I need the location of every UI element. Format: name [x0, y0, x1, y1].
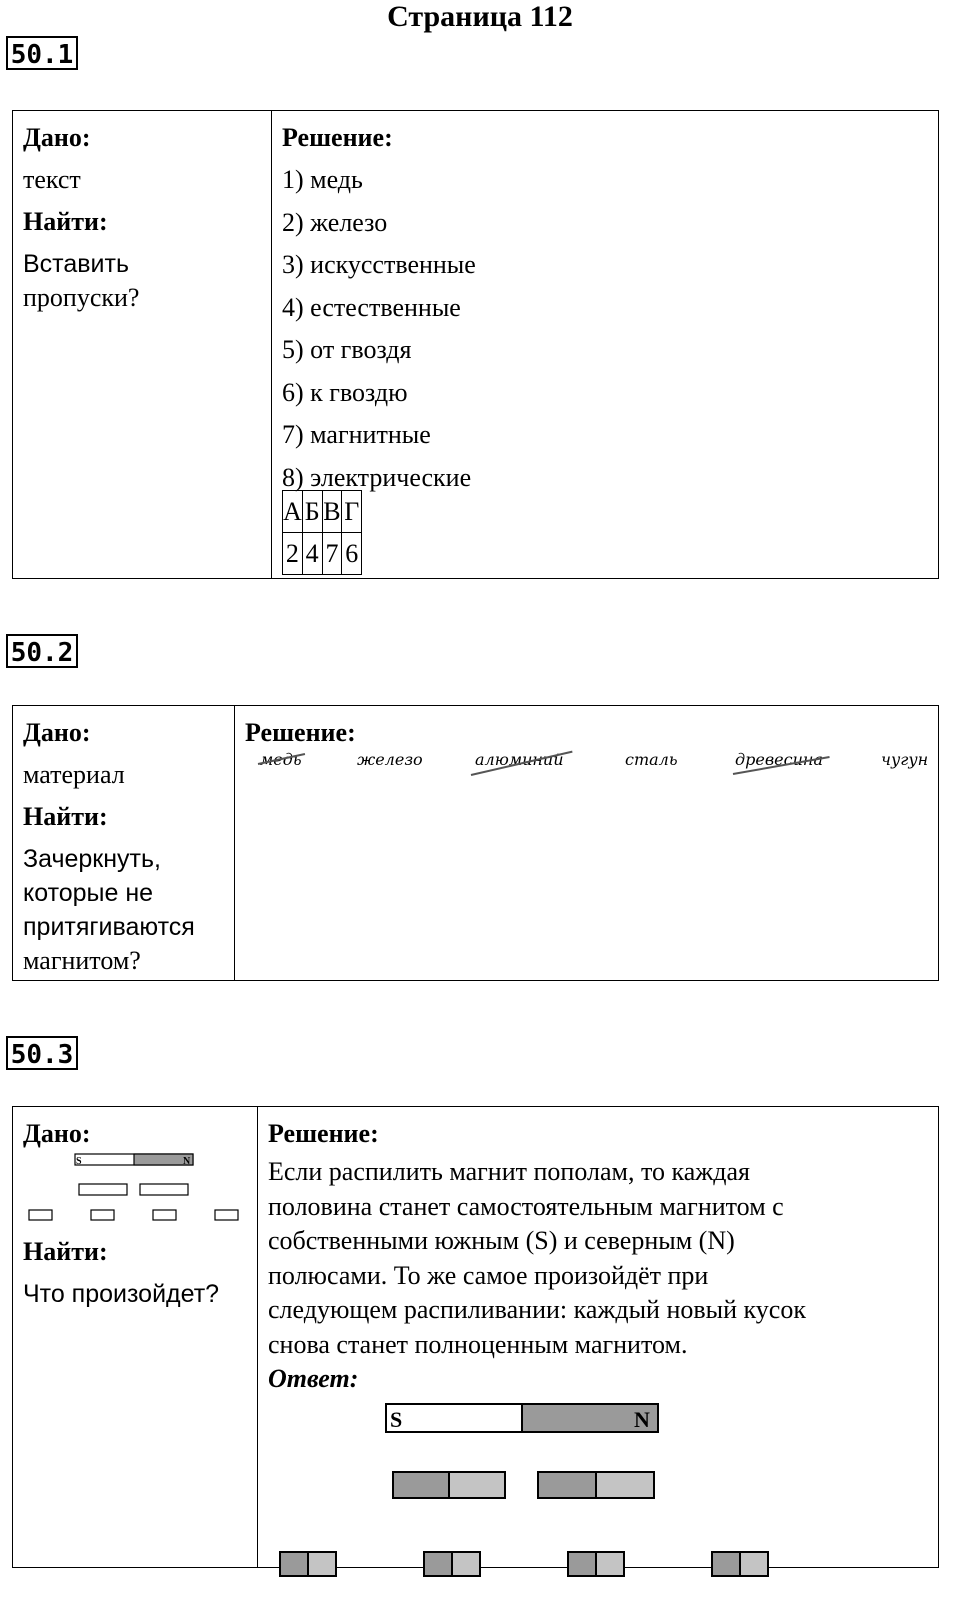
quarter-magnet [215, 1210, 238, 1220]
quarter-magnet-s [568, 1552, 596, 1576]
quarter-magnet [153, 1210, 176, 1220]
solution-line: собственными южным (S) и северным (N) [268, 1226, 735, 1255]
find-line: которые не [23, 879, 154, 907]
solution-column [235, 706, 938, 980]
answer-magnet-diagram [258, 1397, 818, 1587]
find-value-line-2: пропуски? [23, 283, 140, 312]
solution-label: Решение: [282, 123, 393, 152]
solution-item: 7) магнитные [282, 420, 431, 449]
answer-table-cell: 6 [342, 533, 362, 575]
given-column [13, 111, 272, 578]
answer-table-header: Г [342, 491, 362, 533]
solution-item: 8) электрические [282, 462, 472, 492]
answer-table-cell: 4 [302, 533, 322, 575]
answer-table-value-row [283, 533, 362, 575]
answer-pole-n-label: N [634, 1407, 650, 1432]
answer-table-cell: 7 [322, 533, 342, 575]
answer-table-header: А [283, 491, 303, 533]
answer-pole-s-label: S [390, 1407, 403, 1432]
answer-table-header-row [283, 491, 362, 533]
answer-table-header: Б [302, 491, 322, 533]
quarter-magnet [91, 1210, 114, 1220]
answer-table [282, 490, 362, 575]
find-label: Найти: [23, 1237, 108, 1266]
solution-column [258, 1107, 938, 1567]
half-magnet-n [596, 1472, 654, 1498]
material-iron: железо [357, 750, 423, 769]
half-magnet [140, 1184, 188, 1195]
solution-item: 3) искусственные [282, 250, 476, 279]
answer-label: Ответ: [268, 1364, 359, 1393]
given-label: Дано: [23, 123, 91, 152]
quarter-magnet-n [740, 1552, 768, 1576]
find-value: Что произойдет? [23, 1280, 220, 1308]
task-number-50-1: 50.1 [6, 36, 78, 70]
material-steel: сталь [625, 750, 678, 769]
given-column [13, 1107, 258, 1567]
quarter-magnet-s [280, 1552, 308, 1576]
given-label: Дано: [23, 718, 91, 747]
find-label: Найти: [23, 207, 108, 236]
task-50-1-box [12, 110, 939, 579]
find-value-line-1: Вставить [23, 250, 129, 278]
task-number-50-2: 50.2 [6, 634, 78, 668]
solution-item: 2) железо [282, 207, 388, 237]
find-line: магнитом? [23, 946, 141, 975]
quarter-magnet-n [308, 1552, 336, 1576]
material-wood: древесина [735, 750, 823, 769]
quarter-magnet-s [424, 1552, 452, 1576]
material-aluminium: алюминий [475, 750, 564, 769]
find-line: Зачеркнуть, [23, 845, 161, 873]
pole-n-label: N [183, 1156, 191, 1167]
half-magnet-s [393, 1472, 449, 1498]
solution-label: Решение: [245, 718, 356, 747]
page-title: Страница 112 [387, 0, 573, 33]
solution-item: 5) от гвоздя [282, 335, 412, 364]
given-label: Дано: [23, 1119, 91, 1148]
solution-line: снова станет полноценным магнитом. [268, 1329, 688, 1359]
half-magnet-s [538, 1472, 596, 1498]
half-magnet-n [449, 1472, 505, 1498]
quarter-magnet-s [712, 1552, 740, 1576]
solution-item: 4) естественные [282, 292, 461, 322]
half-magnet [79, 1184, 127, 1195]
find-label: Найти: [23, 802, 108, 831]
solution-column [272, 111, 938, 578]
solution-line: полюсами. То же самое произойдёт при [268, 1260, 709, 1290]
quarter-magnet-n [596, 1552, 624, 1576]
find-line: притягиваются [23, 913, 195, 941]
solution-line: Если распилить магнит пополам, то каждая [268, 1157, 750, 1186]
solution-item: 1) медь [282, 165, 363, 194]
quarter-magnet [29, 1210, 52, 1220]
given-value: материал [23, 760, 125, 789]
task-50-3-box [12, 1106, 939, 1568]
solution-item: 6) к гвоздю [282, 377, 408, 407]
answer-table-cell: 2 [283, 533, 303, 575]
task-50-2-box [12, 705, 939, 981]
given-column [13, 706, 235, 980]
material-cast-iron: чугун [881, 750, 929, 769]
answer-table-header: В [322, 491, 342, 533]
given-magnet-diagram [13, 1149, 243, 1229]
quarter-magnet-n [452, 1552, 480, 1576]
given-value: текст [23, 165, 81, 194]
solution-line: половина станет самостоятельным магнитом с [268, 1191, 784, 1221]
material-copper: медь [260, 750, 302, 769]
solution-label: Решение: [268, 1119, 379, 1148]
solution-line: следующем распиливании: каждый новый кусок [268, 1295, 806, 1324]
pole-s-label: S [76, 1156, 82, 1167]
task-number-50-3: 50.3 [6, 1036, 78, 1070]
